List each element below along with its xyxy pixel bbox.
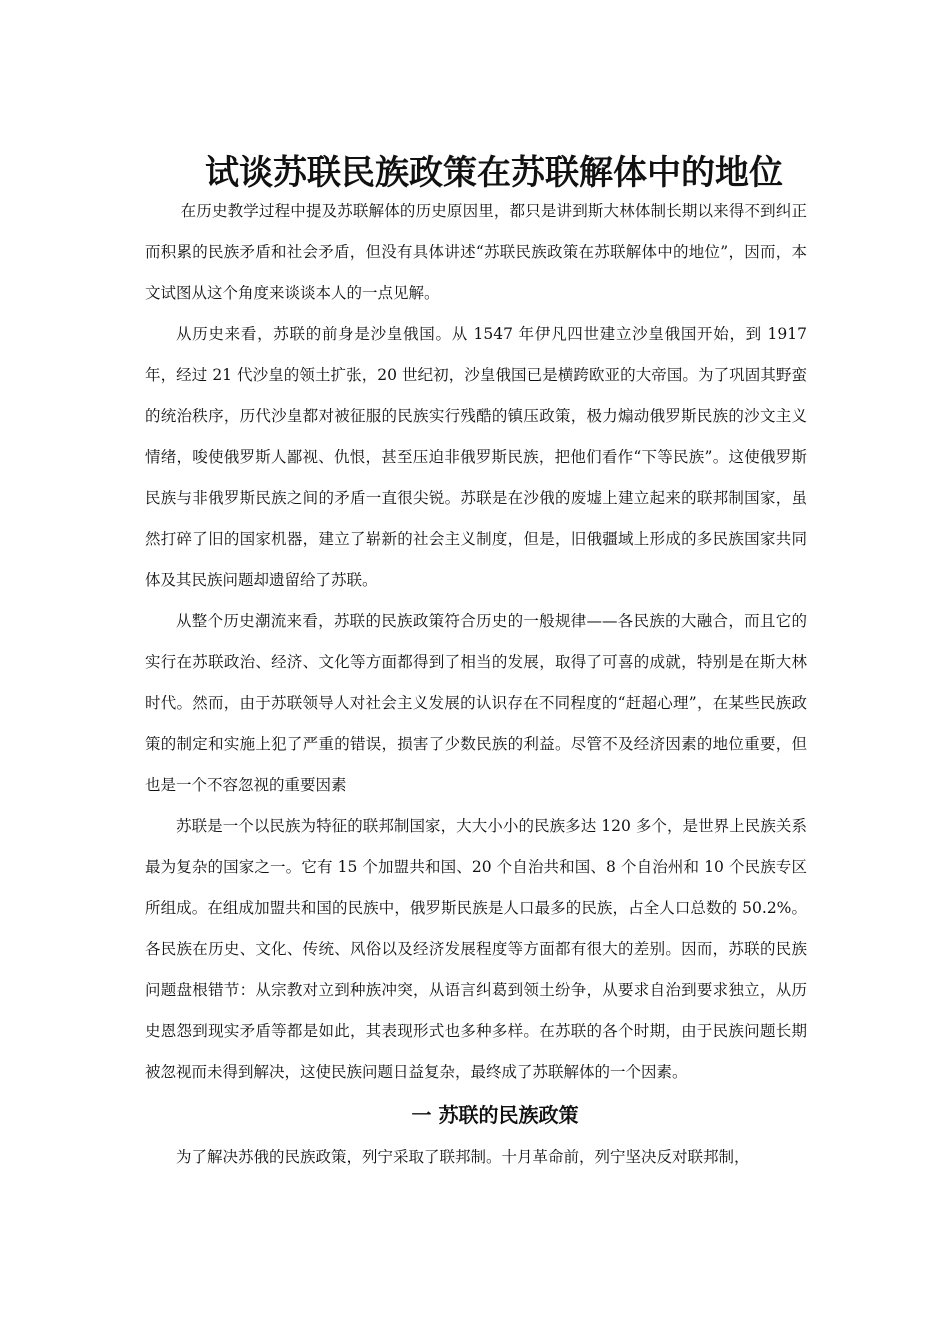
paragraph-intro: 在历史教学过程中提及苏联解体的历史原因里，都只是讲到斯大林体制长期以来得不到纠正而积累的民族矛盾和社会矛盾，但没有具体讲述“苏联民族政策在苏联解体中的地位”，因而，本文试图从这个角度来谈谈本人的一点见解。: [145, 202, 807, 302]
document-title: 试谈苏联民族政策在苏联解体中的地位: [205, 152, 783, 193]
paragraph-federation: 苏联是一个以民族为特征的联邦制国家，大大小小的民族多达 120 多个，是世界上民族关系最为复杂的国家之一。它有 15 个加盟共和国、20 个自治共和国、8 个自治州和 10 个民族专区所组成。在组成加盟共和国的民族中，俄罗斯民族是人口最多的民族，占全人口总数的 50.2%。各民族在历史、文化、传统、风俗以及经济发展程度等方面都有很大的差别。因而，苏联的民族问题盘根错节：从宗教对立到种族冲突，从语言纠葛到领土纷争，从要求自治到要求独立，从历史恩怨到现实矛盾等都是如此，其表现形式也多种多样。在苏联的各个时期，由于民族问题长期被忽视而未得到解决，这使民族问题日益复杂，最终成了苏联解体的一个因素。: [145, 817, 807, 1081]
section-heading: 一 苏联的民族政策: [411, 1103, 579, 1127]
paragraph-section-one: 为了解决苏俄的民族政策，列宁采取了联邦制。十月革命前，列宁坚决反对联邦制，: [176, 1148, 750, 1166]
paragraph-history: 从历史来看，苏联的前身是沙皇俄国。从 1547 年伊凡四世建立沙皇俄国开始，到 1917 年，经过 21 代沙皇的领土扩张，20 世纪初，沙皇俄国已是横跨欧亚的大帝国。为了巩固其野蛮的统治秩序，历代沙皇都对被征服的民族实行残酷的镇压政策，极力煽动俄罗斯民族的沙文主义情绪，唆使俄罗斯人鄙视、仇恨，甚至压迫非俄罗斯民族，把他们看作“下等民族”。这使俄罗斯民族与非俄罗斯民族之间的矛盾一直很尖锐。苏联是在沙俄的废墟上建立起来的联邦制国家，虽然打碎了旧的国家机器，建立了崭新的社会主义制度，但是，旧俄疆域上形成的多民族国家共同体及其民族问题却遗留给了苏联。: [145, 325, 807, 589]
document-body: [145, 191, 807, 1178]
paragraph-trend: 从整个历史潮流来看，苏联的民族政策符合历史的一般规律——各民族的大融合，而且它的实行在苏联政治、经济、文化等方面都得到了相当的发展，取得了可喜的成就，特别是在斯大林时代。然而，由于苏联领导人对社会主义发展的认识存在不同程度的“赶超心理”，在某些民族政策的制定和实施上犯了严重的错误，损害了少数民族的利益。尽管不及经济因素的地位重要，但也是一个不容忽视的重要因素: [145, 612, 807, 794]
